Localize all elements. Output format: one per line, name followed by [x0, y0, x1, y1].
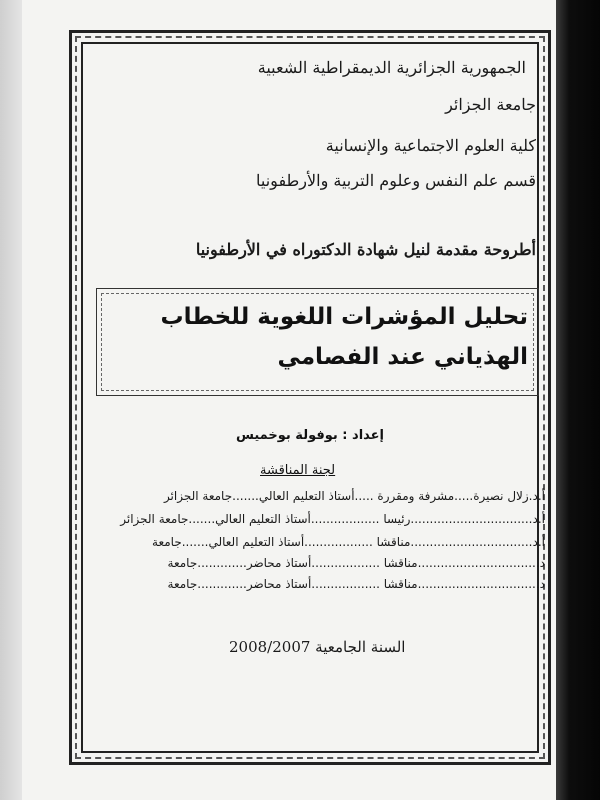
- committee-member: أ.د................................مناقشا ..................أستاذ التعليم العالي.......جامعة: [152, 535, 545, 549]
- committee-member: د................................مناقشا ..................أستاذ محاضر.............جامعة: [167, 556, 545, 570]
- thesis-purpose: أطروحة مقدمة لنيل شهادة الدكتوراه في الأرطفونيا: [195, 240, 536, 259]
- committee-member: د................................مناقشا ..................أستاذ محاضر.............جامعة: [167, 577, 545, 591]
- thesis-title-box: [96, 288, 539, 396]
- republic-name: الجمهورية الجزائرية الديمقراطية الشعبية: [257, 58, 526, 77]
- department-name: قسم علم النفس وعلوم التربية والأرطفونيا: [256, 171, 536, 190]
- committee-heading: لجنة المناقشة: [260, 463, 336, 478]
- university-name: جامعة الجزائر: [445, 95, 536, 114]
- committee-member: أ.د................................رئيسا ..................أستاذ التعليم العالي.......جامعة الجزائر: [120, 512, 545, 526]
- scan-edge-right: [556, 0, 600, 800]
- committee-member: أ.د.زلال نصيرة.....مشرفة ومقررة .....أستاذ التعليم العالي.......جامعة الجزائر: [163, 489, 545, 503]
- prepared-by: إعداد : بوفولة بوخميس: [235, 428, 384, 443]
- faculty-name: كلية العلوم الاجتماعية والإنسانية: [325, 136, 536, 155]
- academic-year: السنة الجامعية 2008/2007: [229, 638, 406, 656]
- thesis-title: تحليل المؤشرات اللغوية للخطاب الهذياني عند الفصامي: [160, 304, 528, 370]
